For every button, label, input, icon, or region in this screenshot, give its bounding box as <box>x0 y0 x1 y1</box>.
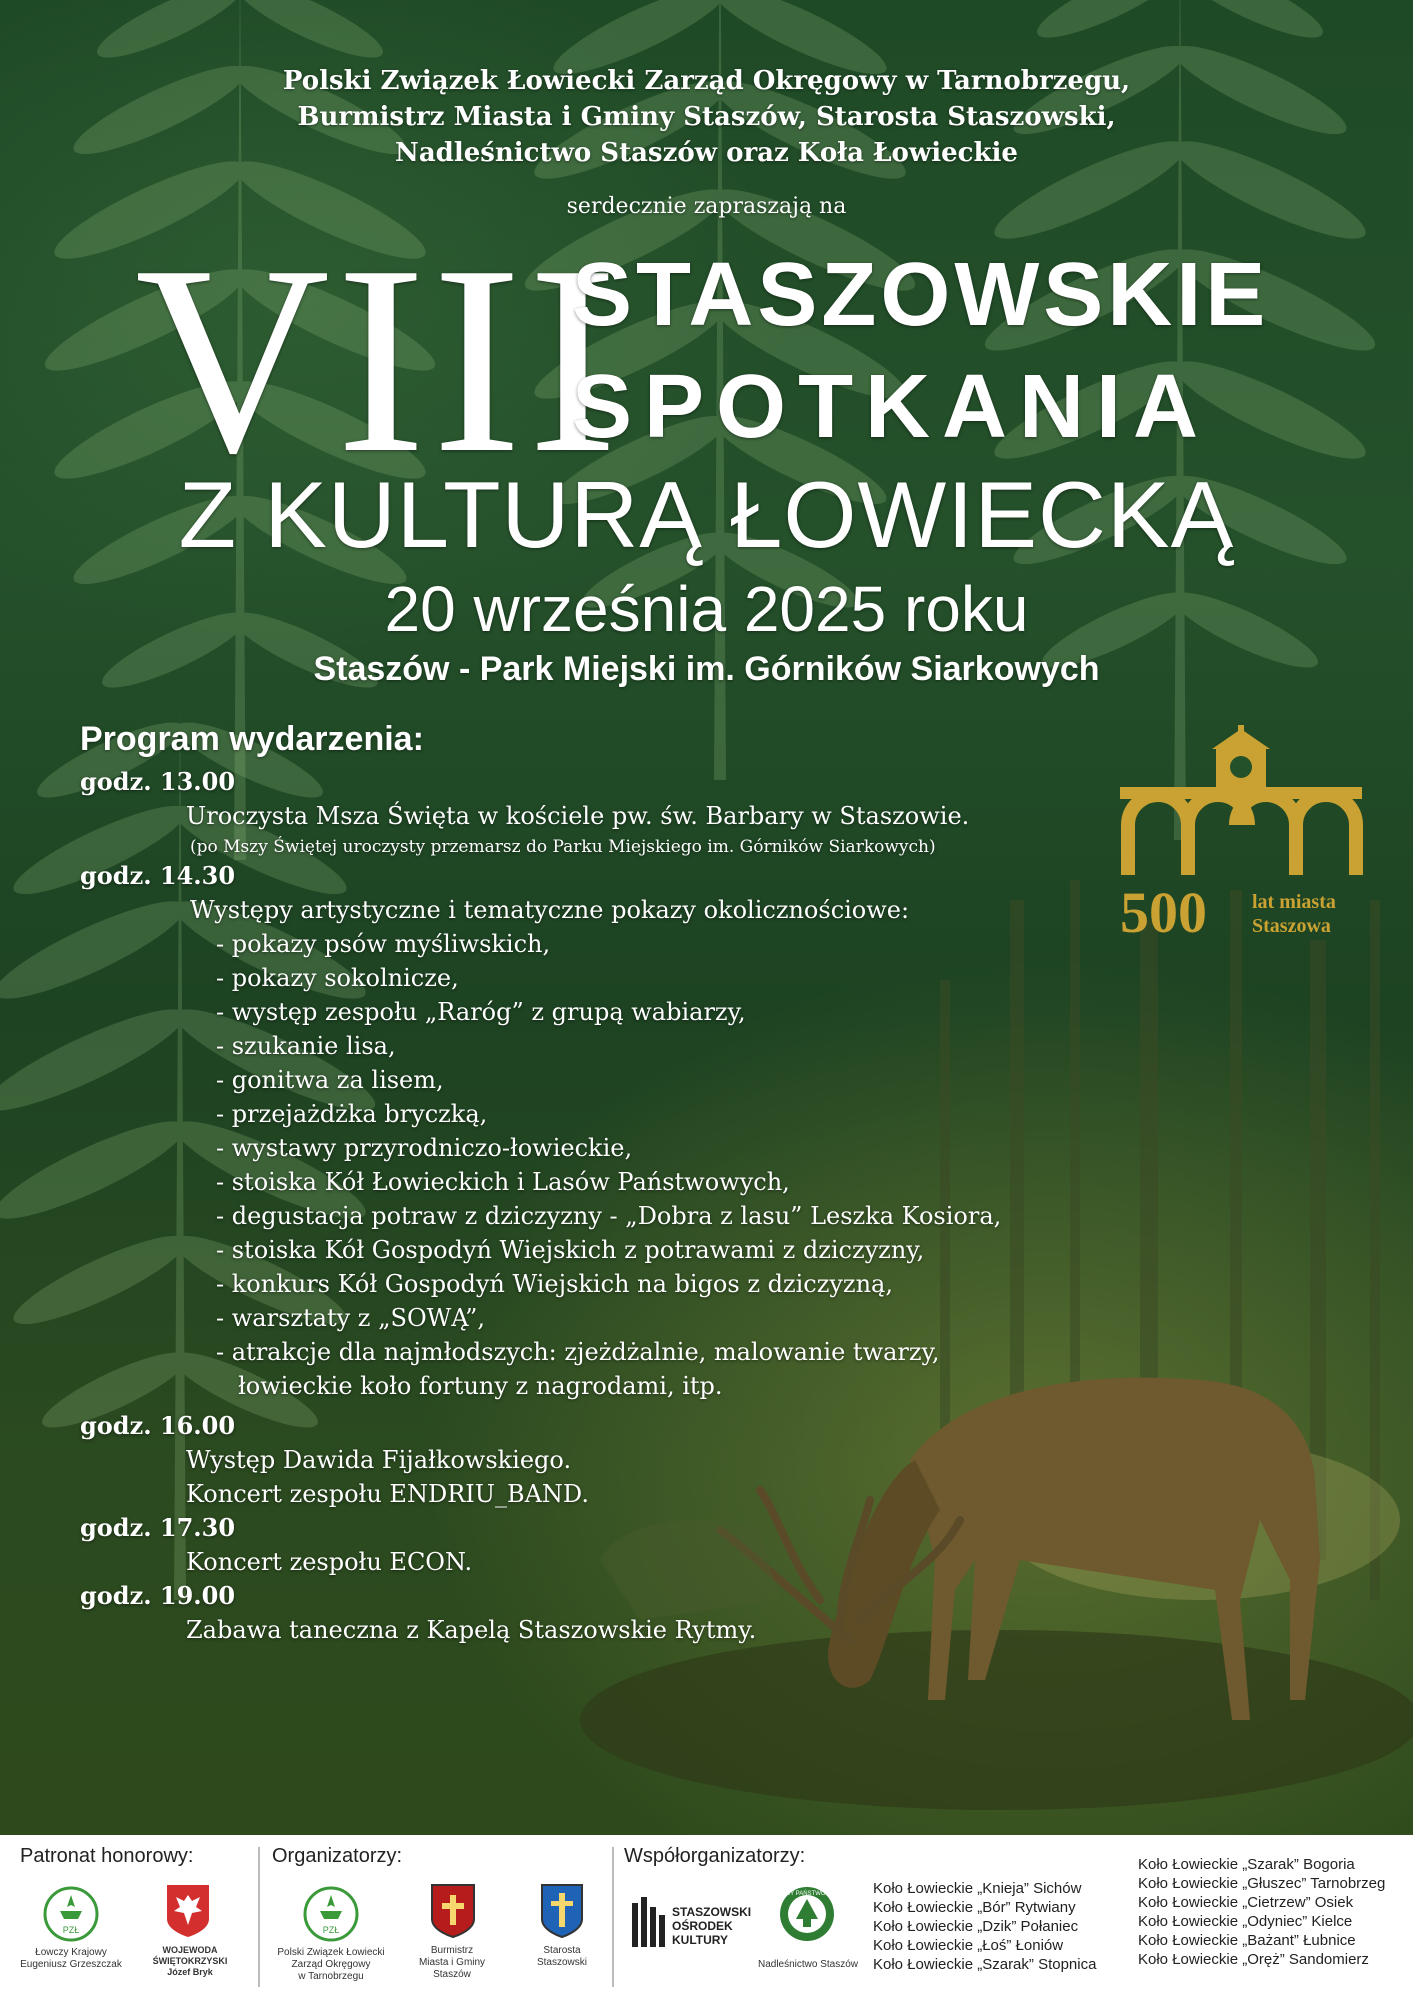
footer-divider <box>258 1847 260 1987</box>
organizatorzy-heading: Organizatorzy: <box>272 1845 403 1867</box>
club-item: Koło Łowieckie „Knieja” Sichów <box>873 1880 1082 1897</box>
caption-line: Miasta i Gminy Staszów <box>418 1957 486 1980</box>
hour-1900: godz. 19.00 <box>80 1581 236 1610</box>
title-kultura: Z KULTURĄ ŁOWIECKĄ <box>178 462 1235 567</box>
title-staszowskie: STASZOWSKIE <box>572 245 1270 345</box>
activity-item: - warsztaty z „SOWĄ”, <box>216 1304 486 1332</box>
activity-item: - wystawy przyrodniczo-łowieckie, <box>216 1134 633 1162</box>
lasy-panstwowe-logo-icon <box>778 1885 836 1943</box>
anniversary-500-logo <box>1118 725 1364 955</box>
anniversary-line-2: Staszowa <box>1252 915 1331 937</box>
caption-line: Łowczy Krajowy <box>35 1947 107 1958</box>
caption-line: Starosta <box>543 1945 581 1956</box>
club-item: Koło Łowieckie „Szarak” Stopnica <box>873 1956 1097 1973</box>
sponsors-footer <box>0 1835 1413 2000</box>
staszow-coat-of-arms-icon <box>430 1883 476 1939</box>
activity-item: łowieckie koło fortuny z nagrodami, itp. <box>238 1372 723 1400</box>
title-spotkania: SPOTKANIA <box>572 357 1211 457</box>
invite-text: serdecznie zapraszają na <box>566 194 847 219</box>
event-date: 20 września 2025 roku <box>384 573 1029 645</box>
sok-line: KULTURY <box>672 1933 728 1947</box>
club-item: Koło Łowieckie „Cietrzew” Osiek <box>1138 1894 1354 1911</box>
caption-line: Józef Bryk <box>167 1967 213 1977</box>
club-item: Koło Łowieckie „Oręż” Sandomierz <box>1138 1951 1369 1968</box>
activity-item: - gonitwa za lisem, <box>216 1066 444 1094</box>
activity-item: - występ zespołu „Raróg” z grupą wabiarzy, <box>216 998 746 1026</box>
patronat-heading: Patronat honorowy: <box>20 1845 194 1867</box>
activity-item: - atrakcje dla najmłodszych: zjeżdżalnie, malowanie twarzy, <box>216 1338 940 1366</box>
starosta-coat-of-arms-icon <box>540 1883 584 1939</box>
nadlesnictwo-caption: Nadleśnictwo Staszów <box>757 1959 859 1970</box>
caption-line: w Tarnobrzegu <box>298 1971 364 1982</box>
organizer-line-3: Nadleśnictwo Staszów oraz Koła Łowieckie <box>395 138 1018 168</box>
footer-divider <box>612 1847 614 1987</box>
hour-1730: godz. 17.30 <box>80 1513 236 1542</box>
caption-line: Eugeniusz Grzeszczak <box>20 1959 122 1970</box>
starosta-caption <box>518 1945 606 1969</box>
program-title: Program wydarzenia: <box>80 720 424 758</box>
anniversary-line-1: lat miasta <box>1252 891 1336 913</box>
club-item: Koło Łowieckie „Szarak” Bogoria <box>1138 1856 1355 1873</box>
activity-item: - degustacja potraw z dziczyzny - „Dobra z lasu” Leszka Kosiora, <box>216 1202 1002 1230</box>
club-item: Koło Łowieckie „Głuszec” Tarnobrzeg <box>1138 1875 1386 1892</box>
sok-line: STASZOWSKI <box>672 1905 752 1919</box>
event-endriu-band: Koncert zespołu ENDRIU_BAND. <box>186 1480 589 1508</box>
polish-eagle-icon <box>165 1883 211 1939</box>
wojewoda-caption <box>140 1945 240 1978</box>
club-item: Koło Łowieckie „Dzik” Połaniec <box>873 1918 1079 1935</box>
sok-line: OŚRODEK <box>672 1919 733 1933</box>
activity-item: - szukanie lisa, <box>216 1032 396 1060</box>
club-item: Koło Łowieckie „Bażant” Łubnice <box>1138 1932 1356 1949</box>
anniversary-number: 500 <box>1120 880 1207 945</box>
hour-1600: godz. 16.00 <box>80 1411 236 1440</box>
lowczy-caption <box>14 1947 128 1971</box>
activity-item: - pokazy sokolnicze, <box>216 964 459 992</box>
pzl-tarnobrzeg-caption <box>268 1947 394 1983</box>
pzl-emblem-text: PZŁ <box>322 1925 340 1935</box>
caption-line: WOJEWODA <box>162 1945 218 1955</box>
event-dance: Zabawa taneczna z Kapelą Staszowskie Rytmy. <box>186 1616 757 1644</box>
event-place: Staszów - Park Miejski im. Górników Siarkowych <box>313 650 1100 688</box>
edition-roman-numeral: VIII <box>135 210 624 509</box>
wspolorganizatorzy-heading: Współorganizatorzy: <box>624 1845 806 1867</box>
club-item: Koło Łowieckie „Odyniec” Kielce <box>1138 1913 1353 1930</box>
caption-line: Zarząd Okręgowy <box>291 1959 371 1970</box>
pzl-emblem-icon <box>302 1885 360 1943</box>
event-mass: Uroczysta Msza Święta w kościele pw. św. Barbary w Staszowie. <box>186 802 970 830</box>
burmistrz-caption <box>402 1945 502 1981</box>
activity-item: - pokazy psów myśliwskich, <box>216 930 551 958</box>
caption-line: Staszowski <box>536 1957 587 1968</box>
organizer-line-2: Burmistrz Miasta i Gminy Staszów, Starosta Staszowski, <box>297 102 1116 132</box>
activity-item: - stoiska Kół Gospodyń Wiejskich z potrawami z dziczyzny, <box>216 1236 925 1264</box>
pzl-emblem-text: PZŁ <box>62 1925 80 1935</box>
activity-item: - konkurs Kół Gospodyń Wiejskich na bigos z dziczyzną, <box>216 1270 893 1298</box>
activity-item: - stoiska Kół Łowieckich i Lasów Państwowych, <box>216 1168 790 1196</box>
hour-1430: godz. 14.30 <box>80 861 236 890</box>
town-hall-arches-icon <box>1118 725 1364 875</box>
club-item: Koło Łowieckie „Bór” Rytwiany <box>873 1899 1076 1916</box>
hour-1300: godz. 13.00 <box>80 767 236 796</box>
sok-logo-text <box>672 1905 751 1947</box>
event-fijalkowski: Występ Dawida Fijałkowskiego. <box>186 1446 572 1474</box>
organizer-line-1: Polski Związek Łowiecki Zarząd Okręgowy w Tarnobrzegu, <box>282 66 1131 96</box>
event-econ: Koncert zespołu ECON. <box>186 1548 473 1576</box>
pzl-emblem-icon <box>42 1885 100 1943</box>
sok-logo-icon <box>632 1897 666 1947</box>
lp-logo-text: LASY PAŃSTWOWE <box>778 1891 836 1897</box>
caption-line: Burmistrz <box>430 1945 474 1956</box>
event-mass-note: (po Mszy Świętej uroczysty przemarsz do Parku Miejskiego im. Górników Siarkowych) <box>190 837 936 857</box>
event-performances: Występy artystyczne i tematyczne pokazy okolicznościowe: <box>190 896 910 924</box>
caption-line: ŚWIĘTOKRZYSKI <box>152 1956 228 1966</box>
activity-item: - przejażdżka bryczką, <box>216 1100 488 1128</box>
club-item: Koło Łowieckie „Łoś” Łoniów <box>873 1937 1064 1954</box>
caption-line: Polski Związek Łowiecki <box>277 1947 385 1958</box>
